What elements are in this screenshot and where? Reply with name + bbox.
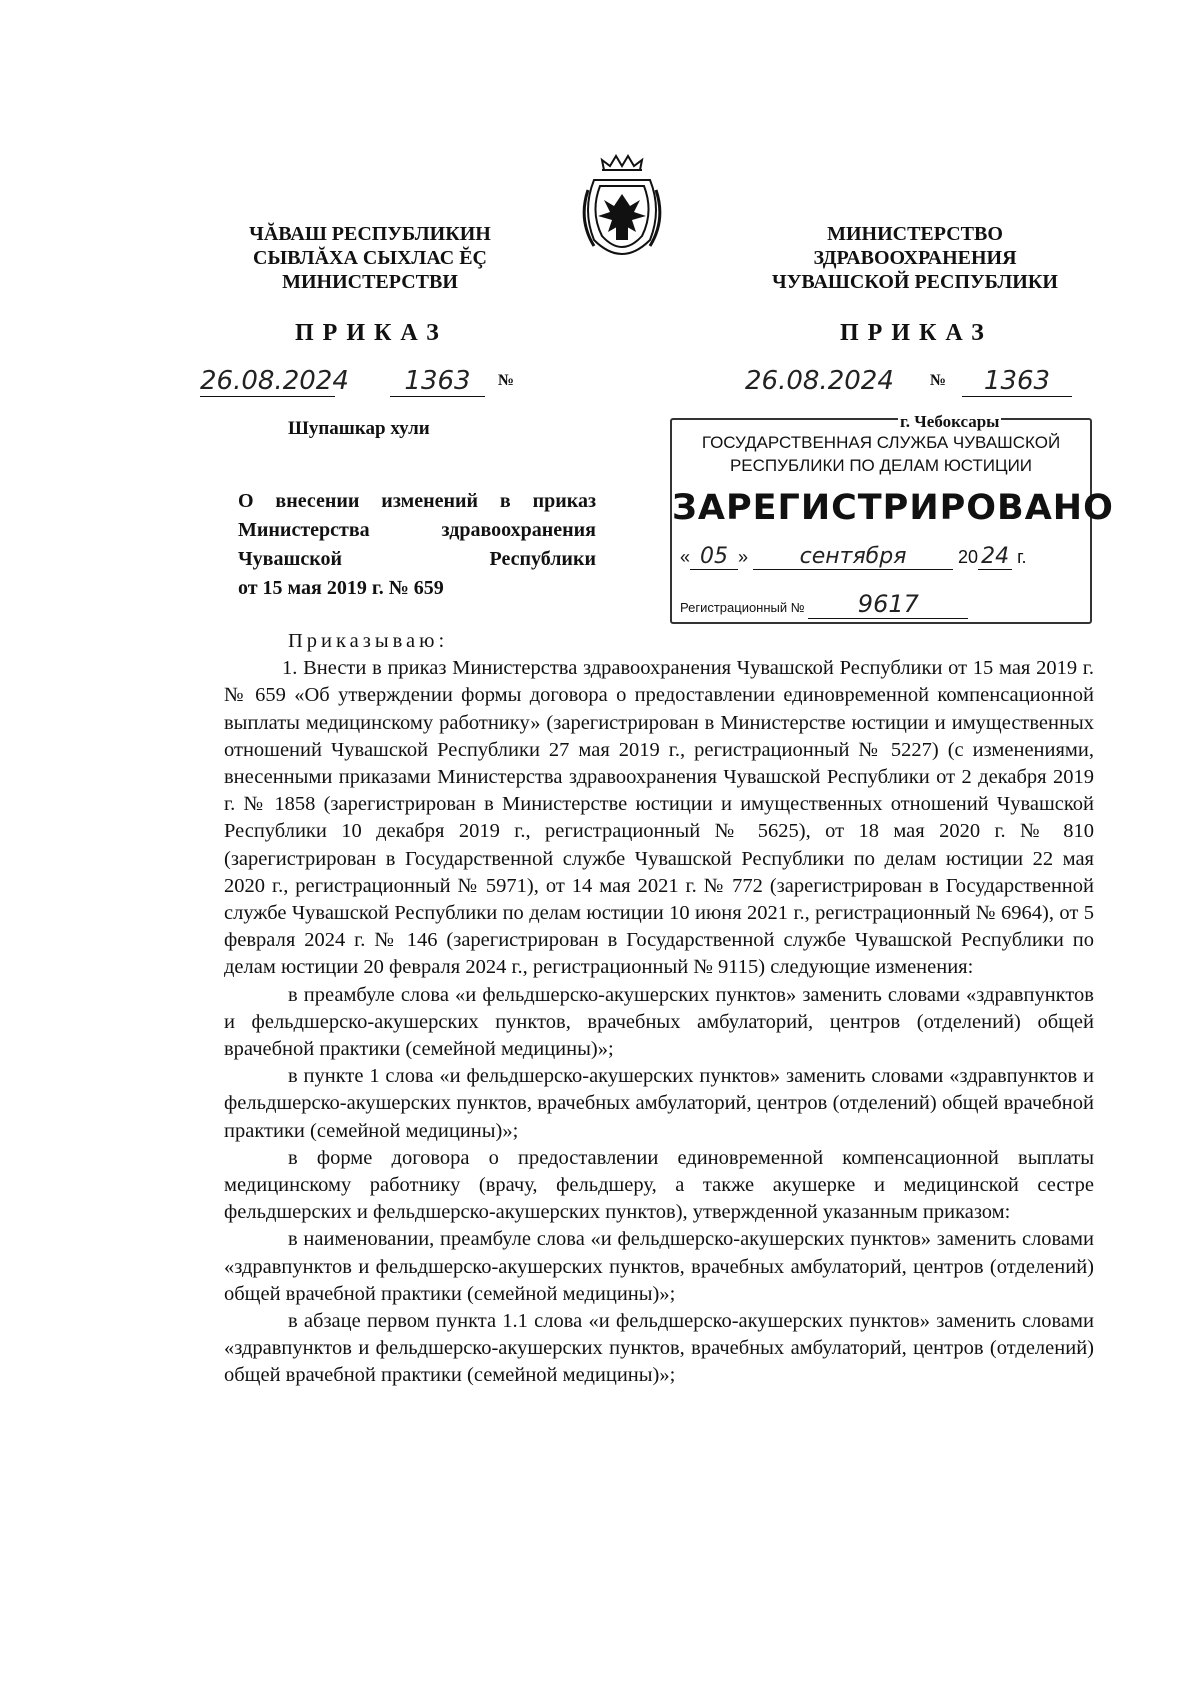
stamp-year-suffix: 24 [978,544,1012,570]
left-number-sign: № [498,372,515,389]
stamp-agency-line1: ГОСУДАРСТВЕННАЯ СЛУЖБА ЧУВАШСКОЙ [701,433,1061,452]
city-right: г. Чебоксары [900,412,1000,431]
prikaz-title-right: ПРИКАЗ [840,320,993,346]
paragraph-1: 1. Внести в приказ Министерства здравоохранения Чувашской Республики от 15 мая 2019 г. № 659 «Об утверждении формы договора о предоставлении единовременной компенсационной выплаты медицинскому работнику» (зарегистрирован в Министерстве юстиции и имущественных отношений Чувашской Республики 27 мая 2019 г., регистрационный № 5227) (с изменениями, внесенными приказами Министерства здравоохранения Чувашской Республики от 2 декабря 2019 г. № 1858 (зарегистрирован в Министерстве юстиции и имущественных отношений Чувашской Республики 10 декабря 2019 г., регистрационный № 5625), от 18 мая 2020 г. № 810 (зарегистрирован в Государственной службе Чувашской Республики по делам юстиции 22 мая 2020 г., регистрационный № 5971), от 14 мая 2021 г. № 772 (зарегистрирован в Государственной службе Чувашской Республики по делам юстиции 10 июня 2021 г., регистрационный № 6964), от 5 февраля 2024 г. № 146 (зарегистрирован в Государственной службе Чувашской Республики по делам юстиции 20 февраля 2024 г., регистрационный № 9115) следующие изменения: [224,657,1094,979]
intro-line: Приказываю: [288,630,449,652]
right-header-line1: МИНИСТЕРСТВО [827,223,1003,245]
coat-of-arms-icon [572,150,672,270]
registration-stamp [670,418,1114,624]
right-number-sign: № [930,372,947,389]
left-header-line2: СЫВЛĂХА СЫХЛАС ĔÇ [253,247,487,269]
paragraph-6: в абзаце первом пункта 1.1 слова «и фельдшерско-акушерских пунктов» заменить словами «здравпунктов и фельдшерско-акушерских пунктов, врачебных амбулаторий, центров (отделений) общей врачебной практики (семейной медицины)»; [224,1310,1094,1387]
paragraph-3: в пункте 1 слова «и фельдшерско-акушерских пунктов» заменить словами «здравпунктов и фельдшерско-акушерских пунктов, врачебных амбулаторий, центров (отделений) общей врачебной практики (семейной медицины)»; [224,1065,1094,1142]
left-order-number: 1363 [390,366,485,397]
title-line4: от 15 мая 2019 г. № 659 [238,577,444,599]
paragraph-4: в форме договора о предоставлении единовременной компенсационной выплаты медицинскому работнику (врачу, фельдшеру, а также акушерке и медицинской сестре фельдшерских и фельдшерско-акушерских пунктов), утвержденной указанным приказом: [224,1146,1094,1224]
paragraph-2: в преамбуле слова «и фельдшерско-акушерских пунктов» заменить словами «здравпунктов и фельдшерско-акушерских пунктов, врачебных амбулаторий, центров (отделений) общей врачебной практики (семейной медицины)»; [224,983,1094,1061]
stamp-agency-line2: РЕСПУБЛИКИ ПО ДЕЛАМ ЮСТИЦИИ [729,456,1033,475]
stamp-registration [680,590,1082,619]
right-order-date: 26.08.2024 [745,366,894,396]
left-header-line3: МИНИСТЕРСТВИ [282,271,458,293]
title-line2: Министерства здравоохранения [238,519,596,541]
order-body [224,628,1094,1390]
title-line1: О внесении изменений в приказ [238,490,596,512]
stamp-status: ЗАРЕГИСТРИРОВАНО [672,488,1114,528]
right-header [745,222,1085,294]
stamp-year-label: г. [1017,547,1027,567]
left-order-date: 26.08.2024 [200,366,349,396]
right-order-number: 1363 [962,366,1072,397]
stamp-reg-label: Регистрационный № [680,600,805,615]
stamp-day: 05 [690,544,738,570]
stamp-reg-number: 9617 [808,590,968,619]
city-left: Шупашкар хули [288,418,430,439]
right-header-line2: ЗДРАВООХРАНЕНИЯ [813,247,1017,269]
left-header [210,222,530,294]
left-header-line1: ЧĂВАШ РЕСПУБЛИКИН [249,223,491,245]
stamp-date: « 05 » сентября 20 24 г. [680,544,1027,569]
right-header-line3: ЧУВАШСКОЙ РЕСПУБЛИКИ [772,271,1058,293]
paragraph-5: в наименовании, преамбуле слова «и фельдшерско-акушерских пунктов» заменить словами «здравпунктов и фельдшерско-акушерских пунктов, врачебных амбулаторий, центров (отделений) общей врачебной практики (семейной медицины)»; [224,1228,1094,1305]
stamp-month: сентября [753,544,953,570]
order-title [238,487,596,603]
stamp-year-prefix: 20 [958,547,979,567]
title-line3: Чувашской Республики [238,548,596,570]
prikaz-title-left: ПРИКАЗ [295,320,448,346]
